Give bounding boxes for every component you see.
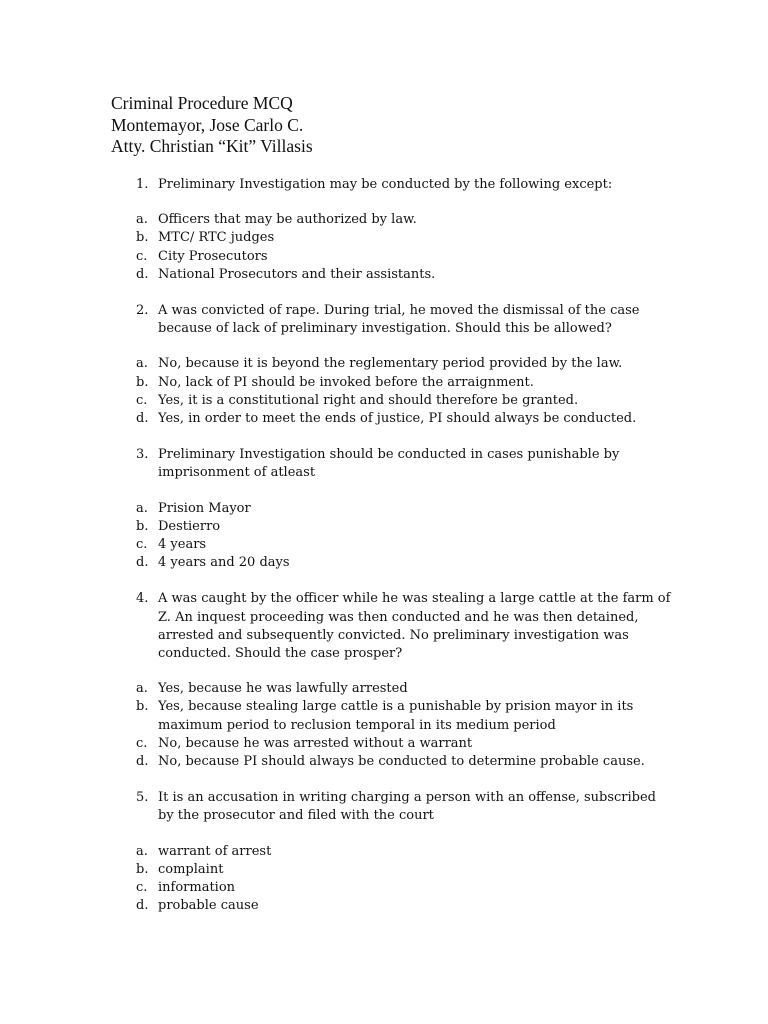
option-letter: a.	[136, 681, 148, 697]
answer-option	[136, 410, 656, 428]
option-text	[158, 500, 251, 518]
option-text-line: City Prosecutors	[158, 248, 268, 264]
option-text-line: 4 years and 20 days	[158, 555, 290, 571]
question-list	[136, 176, 671, 934]
option-letter: d.	[136, 411, 149, 427]
option-text-line: National Prosecutors and their assistants.	[158, 266, 436, 282]
question-stem	[136, 446, 656, 482]
question-number: 3.	[136, 447, 149, 463]
option-text-line: No, lack of PI should be invoked before the arraignment.	[158, 374, 534, 390]
option-letter: a.	[136, 356, 148, 372]
question-text-line: A was caught by the officer while he was stealing a large cattle at the farm of	[158, 591, 671, 607]
question-item	[136, 176, 656, 284]
option-letter: d.	[136, 754, 149, 770]
option-text	[158, 861, 223, 879]
answer-option	[136, 897, 656, 915]
answer-option	[136, 248, 656, 266]
question-text-line: arrested and subsequently convicted. No preliminary investigation was	[158, 627, 629, 643]
question-item	[136, 302, 656, 428]
option-text	[158, 211, 417, 229]
option-text	[158, 518, 220, 536]
question-text-line: A was convicted of rape. During trial, he moved the dismissal of the case	[158, 303, 640, 319]
answer-option	[136, 518, 656, 536]
option-text	[158, 735, 472, 753]
option-letter: d.	[136, 266, 149, 282]
option-text-line: Yes, in order to meet the ends of justice, PI should always be conducted.	[158, 411, 637, 427]
question-item	[136, 590, 671, 771]
option-text-line: information	[158, 880, 236, 896]
option-text-line: Yes, because he was lawfully arrested	[158, 681, 408, 697]
question-number: 1.	[136, 177, 149, 192]
option-text-line: Yes, because stealing large cattle is a punishable by prision mayor in its	[158, 699, 634, 715]
question-text-line: conducted. Should the case prosper?	[158, 646, 403, 662]
option-text	[158, 680, 408, 698]
question-number: 4.	[136, 591, 149, 607]
option-letter: c.	[136, 880, 148, 896]
answer-option	[136, 266, 656, 284]
question-number: 5.	[136, 790, 149, 806]
answer-option	[136, 392, 656, 410]
option-letter: c.	[136, 735, 148, 751]
option-letter: c.	[136, 248, 148, 264]
answer-option	[136, 698, 656, 734]
question-text-line: because of lack of preliminary investigation. Should this be allowed?	[158, 321, 612, 337]
option-text-line: No, because it is beyond the reglementary period provided by the law.	[158, 356, 623, 372]
option-text	[158, 248, 268, 266]
question-stem	[136, 176, 656, 194]
answer-option	[136, 680, 656, 698]
option-text	[158, 392, 578, 410]
option-text	[158, 843, 271, 861]
option-letter: d.	[136, 555, 149, 571]
option-text-line: probable cause	[158, 898, 259, 914]
option-text	[158, 229, 274, 247]
question-text-line: imprisonment of atleast	[158, 465, 316, 481]
question-stem	[136, 590, 671, 663]
question-stem	[136, 302, 656, 338]
option-text	[158, 698, 633, 734]
question-item	[136, 446, 656, 572]
answer-option	[136, 536, 656, 554]
option-letter: d.	[136, 898, 149, 914]
option-text-line: maximum period to reclusion temporal in its medium period	[158, 717, 556, 733]
question-text	[158, 789, 656, 825]
question-text-line: Preliminary Investigation may be conducted by the following except:	[158, 177, 613, 192]
answer-option	[136, 554, 656, 572]
option-text-line: Prision Mayor	[158, 500, 251, 516]
option-letter: b.	[136, 699, 149, 715]
option-text-line: No, because PI should always be conducted to determine probable cause.	[158, 754, 645, 770]
option-text	[158, 753, 645, 771]
answer-options	[136, 680, 656, 771]
option-text-line: Officers that may be authorized by law.	[158, 212, 417, 228]
course-title: Criminal Procedure MCQ	[111, 93, 293, 113]
question-item	[136, 789, 656, 915]
option-text	[158, 374, 534, 392]
answer-option	[136, 355, 656, 373]
answer-options	[136, 211, 656, 284]
option-text	[158, 536, 206, 554]
answer-option	[136, 843, 656, 861]
answer-options	[136, 500, 656, 573]
answer-option	[136, 861, 656, 879]
option-letter: c.	[136, 537, 148, 553]
question-text-line: Z. An inquest proceeding was then conducted and he was then detained,	[158, 609, 639, 625]
option-text-line: MTC/ RTC judges	[158, 230, 275, 246]
option-letter: b.	[136, 374, 149, 390]
option-letter: c.	[136, 392, 148, 408]
answer-options	[136, 843, 656, 916]
question-stem	[136, 789, 656, 825]
option-letter: a.	[136, 843, 148, 859]
option-letter: b.	[136, 518, 149, 534]
option-text-line: Yes, it is a constitutional right and should therefore be granted.	[158, 392, 579, 408]
option-text	[158, 897, 259, 915]
option-letter: a.	[136, 212, 148, 228]
option-text-line: warrant of arrest	[158, 843, 272, 859]
question-text	[158, 446, 619, 482]
question-text	[158, 176, 612, 194]
answer-option	[136, 879, 656, 897]
answer-option	[136, 735, 656, 753]
answer-option	[136, 211, 656, 229]
option-text-line: No, because he was arrested without a warrant	[158, 735, 473, 751]
option-text-line: 4 years	[158, 537, 207, 553]
option-letter: b.	[136, 861, 149, 877]
option-text	[158, 266, 435, 284]
answer-option	[136, 500, 656, 518]
option-text-line: Destierro	[158, 518, 221, 534]
document-header	[111, 93, 313, 158]
question-text	[158, 590, 670, 663]
answer-option	[136, 753, 656, 771]
option-letter: b.	[136, 230, 149, 246]
question-number: 2.	[136, 303, 149, 319]
instructor-name: Atty. Christian “Kit” Villasis	[111, 136, 313, 156]
answer-option	[136, 229, 656, 247]
question-text-line: by the prosecutor and filed with the court	[158, 808, 434, 824]
option-text	[158, 879, 235, 897]
option-text-line: complaint	[158, 861, 224, 877]
question-text-line: Preliminary Investigation should be conducted in cases punishable by	[158, 447, 620, 463]
question-text	[158, 302, 640, 338]
answer-options	[136, 355, 656, 428]
question-text-line: It is an accusation in writing charging a person with an offense, subscribed	[158, 790, 656, 806]
option-text	[158, 554, 290, 572]
option-letter: a.	[136, 500, 148, 516]
student-name: Montemayor, Jose Carlo C.	[111, 114, 304, 135]
answer-option	[136, 374, 656, 392]
option-text	[158, 410, 636, 428]
option-text	[158, 355, 622, 373]
